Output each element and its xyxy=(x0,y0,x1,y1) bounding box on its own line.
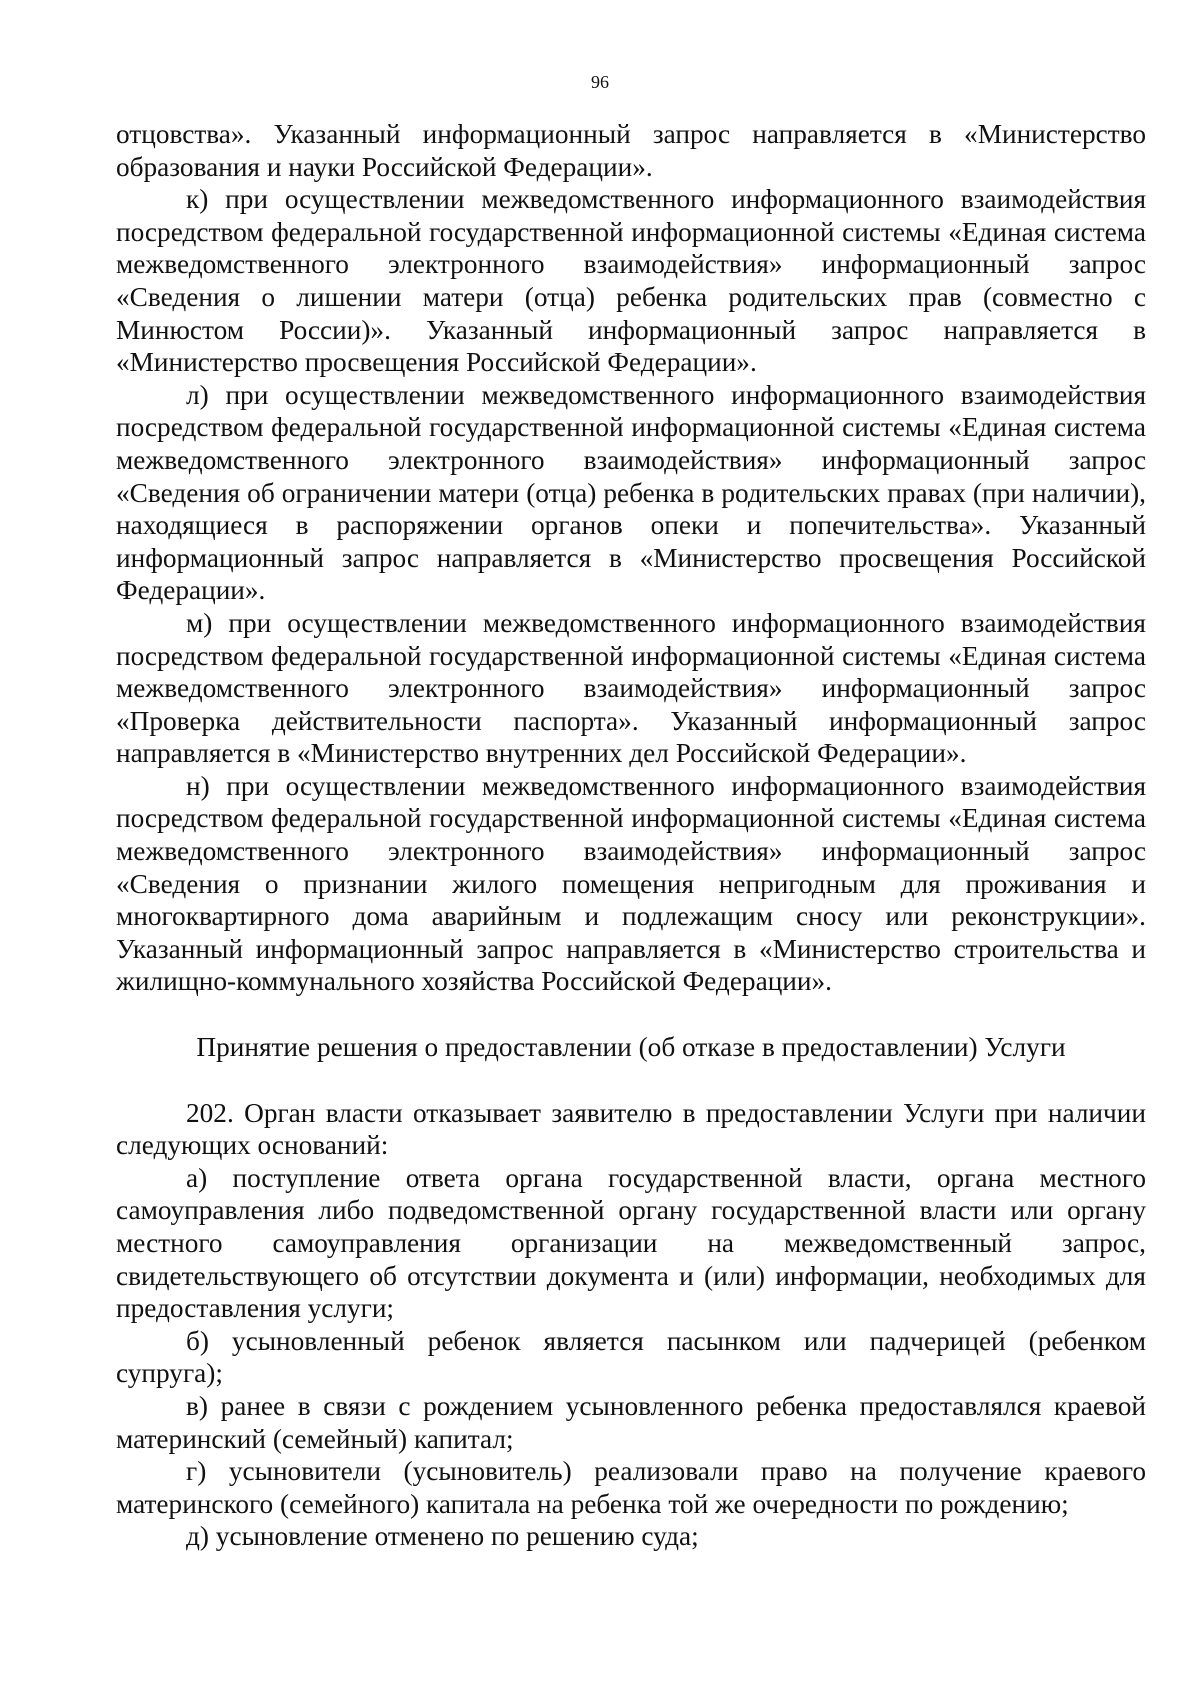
paragraph-202: 202. Орган власти отказывает заявителю в предоставлении Услуги при наличии следующих оснований: xyxy=(116,1097,1146,1161)
section-heading: Принятие решения о предоставлении (об отказе в предоставлении) Услуги xyxy=(196,1032,1066,1063)
paragraph-item-b: б) усыновленный ребенок является пасынком или падчерицей (ребенком супруга); xyxy=(116,1325,1146,1389)
paragraph-item-g: г) усыновители (усыновитель) реализовали право на получение краевого материнского (семейного) капитала на ребенка той же очередности по рождению; xyxy=(116,1456,1146,1519)
paragraph-item-n: н) при осуществлении межведомственного информационного взаимодействия посредством федеральной государственной информационной системы «Единая система межведомственного электронного взаимодействия» информационный запрос «Сведения о признании жилого помещения непригодным для проживания и многоквартирного дома аварийным и подлежащим сносу или реконструкции». Указанный информационный запрос направляется в «Министерство строительства и жилищно-коммунального хозяйства Российской Федерации». xyxy=(116,770,1146,997)
document-body xyxy=(116,118,1146,1553)
paragraph-item-a: а) поступление ответа органа государственной власти, органа местного самоуправления либо подведомственной органу государственной власти или органу местного самоуправления организации на межведомственный запрос, свидетельствующего об отсутствии документа и (или) информации, необходимых для предоставления услуги; xyxy=(116,1162,1146,1324)
page-number: 96 xyxy=(591,72,609,92)
paragraph-item-m: м) при осуществлении межведомственного информационного взаимодействия посредством федеральной государственной информационной системы «Единая система межведомственного электронного взаимодействия» информационный запрос «Проверка действительности паспорта». Указанный информационный запрос направляется в «Министерство внутренних дел Российской Федерации». xyxy=(116,607,1146,769)
paragraph-item-d: д) усыновление отменено по решению суда; xyxy=(186,1521,699,1552)
paragraph-continuation: отцовства». Указанный информационный запрос направляется в «Министерство образования и науки Российской Федерации». xyxy=(116,119,1146,182)
paragraph-item-k: к) при осуществлении межведомственного информационного взаимодействия посредством федеральной государственной информационной системы «Единая система межведомственного электронного взаимодействия» информационный запрос «Сведения о лишении матери (отца) ребенка родительских прав (совместно с Минюстом России)». Указанный информационный запрос направляется в «Министерство просвещения Российской Федерации». xyxy=(116,184,1146,378)
paragraph-item-l: л) при осуществлении межведомственного информационного взаимодействия посредством федеральной государственной информационной системы «Единая система межведомственного электронного взаимодействия» информационный запрос «Сведения об ограничении матери (отца) ребенка в родительских правах (при наличии), находящиеся в распоряжении органов опеки и попечительства». Указанный информационный запрос направляется в «Министерство просвещения Российской Федерации». xyxy=(116,379,1146,606)
paragraph-item-v: в) ранее в связи с рождением усыновленного ребенка предоставлялся краевой материнский (семейный) капитал; xyxy=(116,1390,1146,1454)
